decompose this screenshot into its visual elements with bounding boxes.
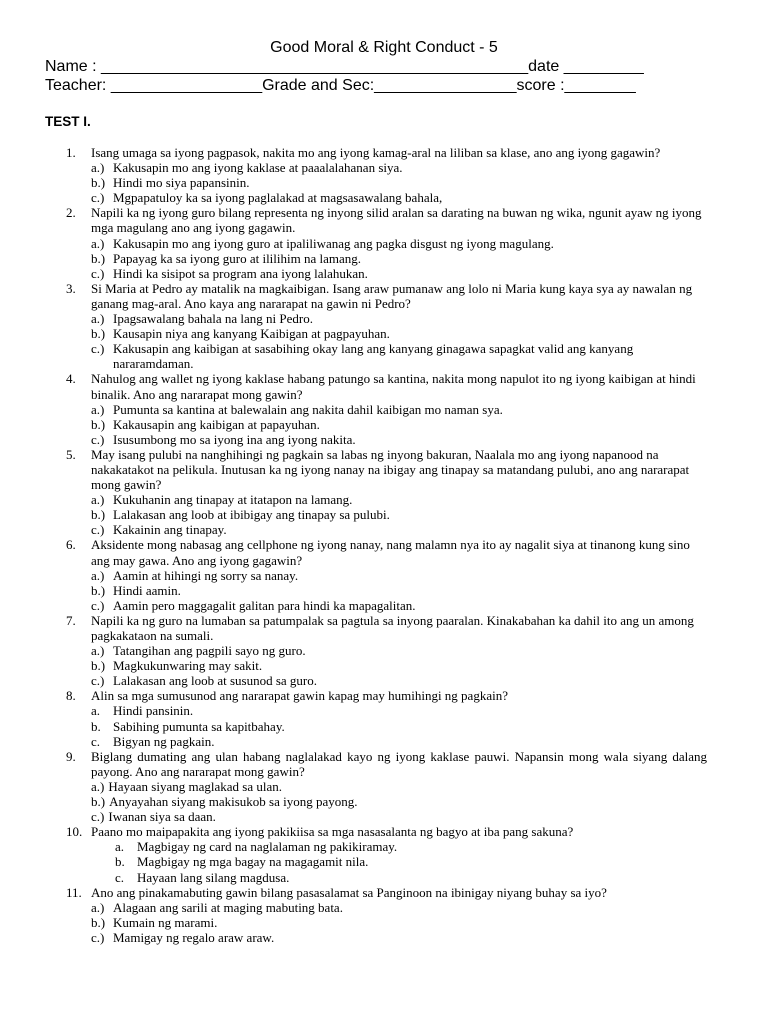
test-label: TEST I. bbox=[45, 114, 91, 129]
option-letter: c.) bbox=[91, 597, 105, 613]
question-number: 4. bbox=[66, 371, 76, 387]
option-letter: a.) bbox=[91, 643, 105, 659]
option-letter: c.) bbox=[91, 673, 105, 689]
answer-option bbox=[91, 432, 707, 447]
option-text: Kakusapin mo ang iyong guro at ipaliliwanag ang pagka disgust ng iyong magulang. bbox=[113, 235, 554, 251]
option-letter: c.) bbox=[91, 265, 105, 281]
option-text: Anyayahan siyang makisukob sa iyong payong. bbox=[109, 794, 358, 810]
question-text: Alin sa mga sumusunod ang nararapat gawin kapag may humihingi ng pagkain? bbox=[91, 688, 508, 704]
question-list bbox=[0, 145, 768, 945]
question-text: Paano mo maipapakita ang iyong pakikiisa sa mga nasasalanta ng bagyo at iba pang sakuna? bbox=[91, 824, 574, 840]
question-item bbox=[0, 749, 707, 824]
option-letter: c.) bbox=[91, 190, 105, 206]
question-number: 10. bbox=[66, 824, 83, 840]
question-number: 3. bbox=[66, 280, 76, 296]
question-number: 9. bbox=[66, 748, 76, 764]
question-item bbox=[0, 688, 707, 748]
question-text: Biglang dumating ang ulan habang naglalakad kayo ng iyong kaklase pauwi. Napansin mong wala siyang dalang payong. Ano ang nararapat mong gawin? bbox=[91, 748, 707, 779]
question-number: 5. bbox=[66, 446, 76, 462]
question-item bbox=[0, 613, 707, 688]
answer-option bbox=[91, 734, 707, 749]
option-letter: b.) bbox=[91, 914, 106, 930]
answer-option bbox=[91, 930, 707, 945]
option-text: Hayaan lang silang magdusa. bbox=[137, 869, 290, 885]
answer-option bbox=[91, 779, 707, 794]
question-item bbox=[0, 537, 707, 612]
option-text: Bigyan ng pagkain. bbox=[113, 733, 215, 749]
option-letter: b.) bbox=[91, 658, 106, 674]
option-letter: b.) bbox=[91, 582, 106, 598]
option-text: Kakusapin mo ang iyong kaklase at paaalalahanan siya. bbox=[113, 160, 403, 176]
answer-option bbox=[91, 236, 707, 251]
option-text: Hindi pansinin. bbox=[113, 703, 194, 719]
answer-option bbox=[91, 311, 707, 326]
option-letter: b.) bbox=[91, 507, 106, 523]
question-number: 11. bbox=[66, 884, 82, 900]
option-letter: b.) bbox=[91, 175, 106, 191]
answer-option bbox=[91, 598, 707, 613]
option-text: Kausapin niya ang kanyang Kaibigan at pagpayuhan. bbox=[113, 326, 390, 342]
answer-option bbox=[91, 643, 707, 658]
option-text: Hindi ka sisipot sa program ana iyong lalahukan. bbox=[113, 265, 368, 281]
option-letter: a.) bbox=[91, 899, 105, 915]
option-letter: a.) bbox=[91, 235, 105, 251]
option-text: Mamigay ng regalo araw araw. bbox=[113, 929, 275, 945]
option-text: Tatangihan ang pagpili sayo ng guro. bbox=[113, 643, 306, 659]
option-letter: b. bbox=[115, 854, 125, 870]
answer-option bbox=[91, 870, 707, 885]
answer-option bbox=[91, 794, 707, 809]
answer-option bbox=[91, 522, 707, 537]
option-letter: c.) bbox=[91, 341, 105, 357]
teacher-grade-score-line: Teacher: _________________Grade and Sec:________________score :________ bbox=[45, 77, 636, 94]
option-text: Alagaan ang sarili at maging mabuting bata. bbox=[113, 899, 343, 915]
answer-option bbox=[91, 673, 707, 688]
option-letter: a.) bbox=[91, 567, 105, 583]
answer-option bbox=[91, 175, 707, 190]
question-item bbox=[0, 145, 707, 205]
question-text: Si Maria at Pedro ay matalik na magkaibigan. Isang araw pumanaw ang lolo ni Maria kung kaya sya ay nawalan ng ganang mag-aral. Ano kaya ang nararapat na gawin ni Pedro? bbox=[91, 280, 693, 311]
option-text: Hindi mo siya papansinin. bbox=[113, 175, 250, 191]
question-text: Napili ka ng iyong guro bilang representa ng inyong silid aralan sa darating na buwan ng wika, ngunit ayaw ng iyong mga magulang ano ang iyong gagawin. bbox=[91, 205, 702, 236]
question-text: Ano ang pinakamabuting gawin bilang pasasalamat sa Panginoon na ibinigay niyang buhay sa iyo? bbox=[91, 884, 607, 900]
question-number: 7. bbox=[66, 612, 76, 628]
option-text: Magbigay ng mga bagay na magagamit nila. bbox=[137, 854, 369, 870]
option-text: Hayaan siyang maglakad sa ulan. bbox=[108, 778, 282, 794]
option-letter: c. bbox=[91, 733, 101, 749]
name-date-line: Name : ________________________________________________date _________ bbox=[45, 58, 644, 75]
question-item bbox=[0, 281, 707, 372]
option-text: Isusumbong mo sa iyong ina ang iyong nakita. bbox=[113, 431, 356, 447]
question-number: 6. bbox=[66, 537, 76, 553]
answer-option bbox=[91, 266, 707, 281]
answer-option bbox=[91, 583, 707, 598]
answer-option bbox=[91, 190, 707, 205]
question-number: 1. bbox=[66, 145, 76, 160]
option-letter: b.) bbox=[91, 416, 106, 432]
question-text: Napili ka ng guro na lumaban sa patumpalak sa pagtula sa inyong paaralan. Kinakabahan ka dahil ito ang un among pagkakataon na sumali. bbox=[91, 612, 694, 643]
option-letter: a. bbox=[91, 703, 101, 719]
option-text: Kakainin ang tinapay. bbox=[113, 522, 227, 538]
question-text: Nahulog ang wallet ng iyong kaklase habang patungo sa kantina, nakita mong napulot ito ng iyong kaibigan at hindi binalik. Ano ang nararapat mong gawin? bbox=[91, 371, 696, 402]
option-text: Magbigay ng card na naglalaman ng pakikiramay. bbox=[137, 839, 398, 855]
option-letter: c.) bbox=[91, 431, 105, 447]
option-letter: c.) bbox=[91, 929, 105, 945]
answer-option bbox=[91, 839, 707, 854]
question-text: May isang pulubi na nanghihingi ng pagkain sa labas ng inyong bakuran, Naalala mo ang iyong napanood na nakakatakot na pelikula. Inutusan ka ng iyong nanay na ibigay ang tinapay sa matandang pulubi, ano ang nararapat mong gawin? bbox=[91, 446, 690, 493]
answer-option bbox=[91, 854, 707, 869]
option-letter: b.) bbox=[91, 250, 106, 266]
answer-option bbox=[91, 568, 707, 583]
answer-option bbox=[91, 915, 707, 930]
option-letter: a. bbox=[115, 839, 125, 855]
option-text: Aamin at hihingi ng sorry sa nanay. bbox=[113, 567, 299, 583]
option-letter: b.) bbox=[91, 794, 106, 810]
option-text: Sabihing pumunta sa kapitbahay. bbox=[113, 718, 285, 734]
option-text: Kakausapin ang kaibigan at papayuhan. bbox=[113, 416, 320, 432]
answer-option bbox=[91, 402, 707, 417]
answer-option bbox=[91, 251, 707, 266]
answer-option bbox=[91, 900, 707, 915]
answer-option bbox=[91, 160, 707, 175]
answer-option bbox=[91, 326, 707, 341]
option-letter: a.) bbox=[91, 311, 105, 327]
option-letter: c.) bbox=[91, 809, 105, 825]
question-number: 2. bbox=[66, 205, 76, 221]
option-text: Iwanan siya sa daan. bbox=[108, 809, 216, 825]
option-text: Kakusapin ang kaibigan at sasabihing okay lang ang kanyang ginagawa sapagkat valid ang kanyang nararamdaman. bbox=[113, 341, 634, 372]
question-item bbox=[0, 205, 707, 280]
option-text: Kukuhanin ang tinapay at itatapon na lamang. bbox=[113, 492, 353, 508]
question-item bbox=[0, 885, 707, 945]
option-text: Hindi aamin. bbox=[113, 582, 181, 598]
answer-option bbox=[91, 507, 707, 522]
option-text: Ipagsawalang bahala na lang ni Pedro. bbox=[113, 311, 313, 327]
option-letter: c. bbox=[115, 869, 125, 885]
answer-option bbox=[91, 492, 707, 507]
question-item bbox=[0, 371, 707, 446]
answer-option bbox=[91, 341, 707, 371]
answer-option bbox=[91, 809, 707, 824]
answer-option bbox=[91, 658, 707, 673]
option-letter: a.) bbox=[91, 160, 105, 176]
option-letter: a.) bbox=[91, 778, 105, 794]
option-text: Lalakasan ang loob at susunod sa guro. bbox=[113, 673, 317, 689]
option-text: Aamin pero maggagalit galitan para hindi ka mapagalitan. bbox=[113, 597, 416, 613]
option-text: Lalakasan ang loob at ibibigay ang tinapay sa pulubi. bbox=[113, 507, 390, 523]
question-item bbox=[0, 447, 707, 538]
option-letter: b.) bbox=[91, 326, 106, 342]
option-letter: c.) bbox=[91, 522, 105, 538]
option-text: Papayag ka sa iyong guro at ililihim na lamang. bbox=[113, 250, 362, 266]
question-number: 8. bbox=[66, 688, 76, 704]
option-text: Magkukunwaring may sakit. bbox=[113, 658, 263, 674]
question-item bbox=[0, 824, 707, 884]
question-text: Aksidente mong nabasag ang cellphone ng iyong nanay, nang malamn nya ito ay nagalit siya at tinanong kung sino ang may gawa. Ano ang iyong gagawin? bbox=[91, 537, 690, 568]
question-text: Isang umaga sa iyong pagpasok, nakita mo ang iyong kamag-aral na liliban sa klase, ano ang iyong gagawin? bbox=[91, 145, 661, 160]
answer-option bbox=[91, 703, 707, 718]
option-text: Kumain ng marami. bbox=[113, 914, 218, 930]
option-text: Mgpapatuloy ka sa iyong paglalakad at magsasawalang bahala, bbox=[113, 190, 443, 206]
document-title: Good Moral & Right Conduct - 5 bbox=[270, 39, 498, 56]
option-letter: a.) bbox=[91, 492, 105, 508]
option-letter: b. bbox=[91, 718, 101, 734]
answer-option bbox=[91, 417, 707, 432]
option-text: Pumunta sa kantina at balewalain ang nakita dahil kaibigan mo naman sya. bbox=[113, 401, 503, 417]
option-letter: a.) bbox=[91, 401, 105, 417]
answer-option bbox=[91, 719, 707, 734]
